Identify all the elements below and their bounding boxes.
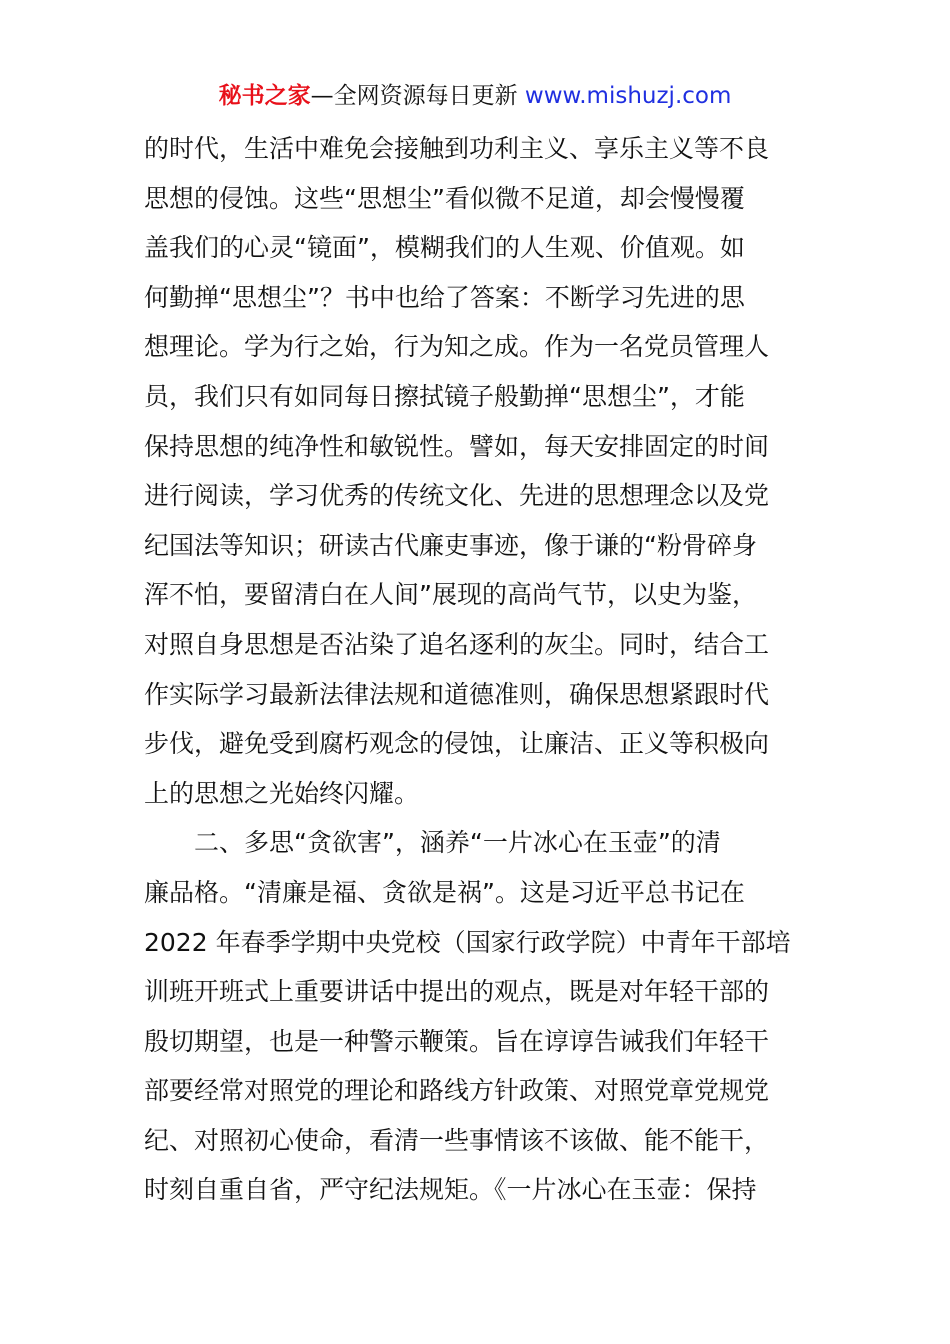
text-line: 步伐，避免受到腐朽观念的侵蚀，让廉洁、正义等积极向 <box>144 729 770 759</box>
text-line: 盖我们的心灵“镜面”，模糊我们的人生观、价值观。如 <box>144 233 745 263</box>
text-line: 员，我们只有如同每日擦拭镜子般勤掸“思想尘”，才能 <box>144 381 745 411</box>
text-line: 对照自身思想是否沾染了追名逐利的灰尘。同时，结合工 <box>144 629 770 659</box>
text-line: 作实际学习最新法律法规和道德准则，确保思想紧跟时代 <box>144 679 770 709</box>
text-line: 的时代，生活中难免会接触到功利主义、享乐主义等不良 <box>144 134 770 163</box>
text-line: 2022 年春季学期中央党校（国家行政学院）中青年干部培 <box>144 927 791 957</box>
text-line: 训班开班式上重要讲话中提出的观点，既是对年轻干部的 <box>144 977 770 1007</box>
text-line: 时刻自重自省，严守纪法规矩。《一片冰心在玉壶：保持 <box>144 1175 757 1205</box>
text-line: 部要经常对照党的理论和路线方针政策、对照党章党规党 <box>144 1076 770 1106</box>
text-line: 纪国法等知识；研读古代廉吏事迹，像于谦的“粉骨碎身 <box>144 530 757 560</box>
header-slogan: —全网资源每日更新 <box>310 83 518 109</box>
section-heading-line: 二、多思“贪欲害”，涵养“一片冰心在玉壶”的清 <box>194 828 721 858</box>
page-header <box>0 80 950 112</box>
text-line: 殷切期望，也是一种警示鞭策。旨在谆谆告诫我们年轻干 <box>144 1026 770 1056</box>
header-url[interactable]: www.mishuzj.com <box>524 83 732 109</box>
text-line: 上的思想之光始终闪耀。 <box>144 778 420 808</box>
text-line: 想理论。学为行之始，行为知之成。作为一名党员管理人 <box>144 332 770 362</box>
document-body <box>144 124 809 1215</box>
text-line: 浑不怕，要留清白在人间”展现的高尚气节，以史为鉴， <box>144 580 757 610</box>
text-line: 思想的侵蚀。这些“思想尘”看似微不足道，却会慢慢覆 <box>144 183 745 213</box>
text-line: 何勤掸“思想尘”？书中也给了答案：不断学习先进的思 <box>144 282 745 312</box>
text-line: 保持思想的纯净性和敏锐性。譬如，每天安排固定的时间 <box>144 431 770 461</box>
text-line: 廉品格。“清廉是福、贪欲是祸”。这是习近平总书记在 <box>144 877 745 907</box>
text-line: 纪、对照初心使命，看清一些事情该不该做、能不能干， <box>144 1125 770 1155</box>
brand-name: 秘书之家 <box>218 83 311 109</box>
text-line: 进行阅读，学习优秀的传统文化、先进的思想理念以及党 <box>144 481 770 511</box>
